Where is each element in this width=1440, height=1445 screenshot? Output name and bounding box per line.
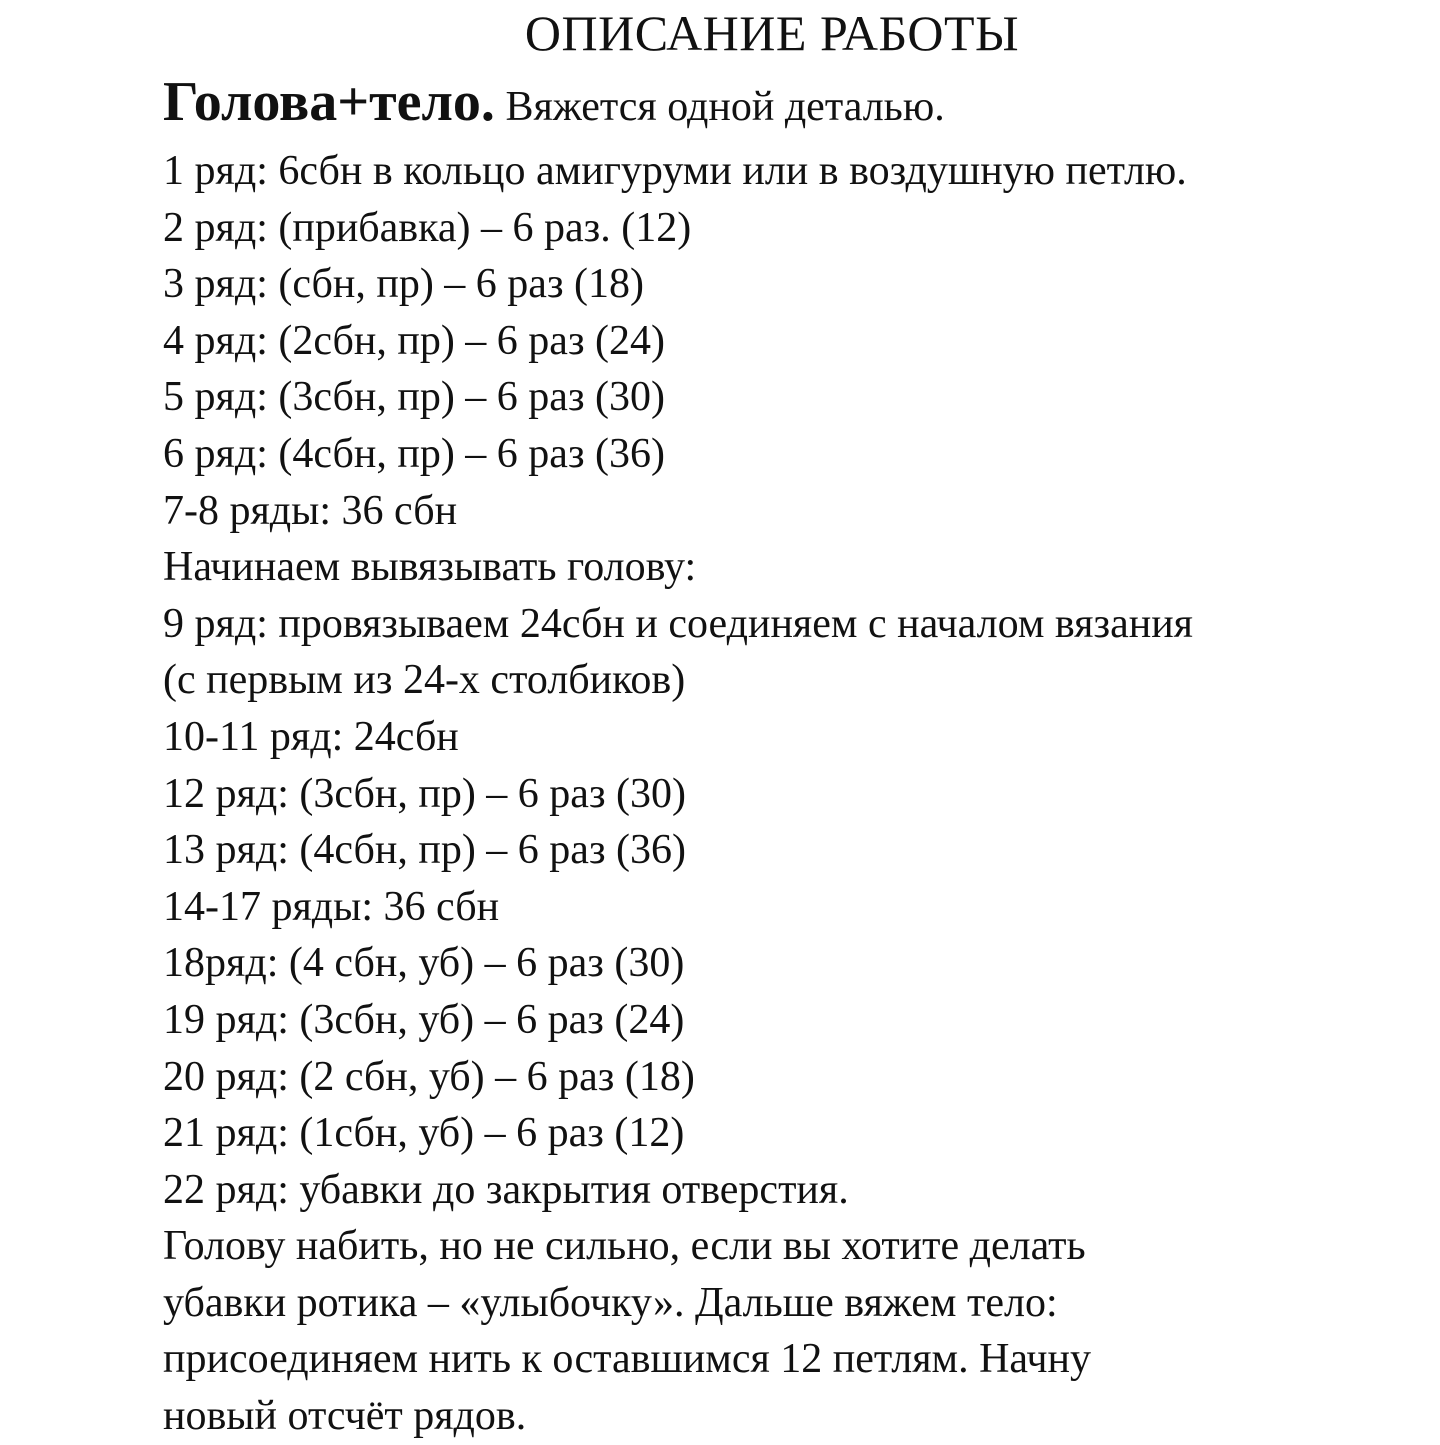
text-line: (с первым из 24-х столбиков): [163, 657, 686, 704]
text-line: 6 ряд: (4сбн, пр) – 6 раз (36): [163, 430, 666, 477]
document-title: ОПИСАНИЕ РАБОТЫ: [524, 5, 1020, 61]
section-heading-text: Вяжется одной деталью.: [494, 84, 945, 130]
text-line: 3 ряд: (сбн, пр) – 6 раз (18): [163, 261, 645, 308]
text-line: 2 ряд: (прибавка) – 6 раз. (12): [163, 204, 692, 251]
text-line: 19 ряд: (3сбн, уб) – 6 раз (24): [163, 996, 685, 1043]
section-heading: [163, 66, 1423, 143]
text-line: убавки ротика – «улыбочку». Дальше вяжем тело:: [163, 1279, 1058, 1326]
text-line: 4 ряд: (2сбн, пр) – 6 раз (24): [163, 317, 666, 364]
text-line: 12 ряд: (3сбн, пр) – 6 раз (30): [163, 770, 687, 817]
text-line: 20 ряд: (2 сбн, уб) – 6 раз (18): [163, 1053, 695, 1100]
text-line: 14-17 ряды: 36 сбн: [163, 883, 500, 930]
text-line: присоединяем нить к оставшимся 12 петлям. Начну: [163, 1336, 1091, 1383]
document-body: [163, 66, 1423, 1445]
text-line: 21 ряд: (1сбн, уб) – 6 раз (12): [163, 1110, 685, 1157]
text-line: Начинаем вывязывать голову:: [163, 544, 697, 591]
text-line: новый отсчёт рядов.: [163, 1393, 527, 1440]
text-line: 5 ряд: (3сбн, пр) – 6 раз (30): [163, 374, 666, 421]
text-line: 9 ряд: провязываем 24сбн и соединяем с началом вязания: [163, 600, 1194, 647]
text-line: 18ряд: (4 сбн, уб) – 6 раз (30): [163, 940, 685, 987]
text-line: 22 ряд: убавки до закрытия отверстия.: [163, 1166, 849, 1213]
section-heading-bold: Голова+тело.: [163, 71, 495, 133]
text-line: 1 ряд: 6сбн в кольцо амигуруми или в воздушную петлю.: [163, 148, 1187, 194]
text-line: 10-11 ряд: 24сбн: [163, 713, 459, 760]
text-line: 7-8 ряды: 36 сбн: [163, 487, 458, 534]
text-line: 13 ряд: (4сбн, пр) – 6 раз (36): [163, 827, 687, 874]
text-line: Голову набить, но не сильно, если вы хотите делать: [163, 1223, 1086, 1270]
